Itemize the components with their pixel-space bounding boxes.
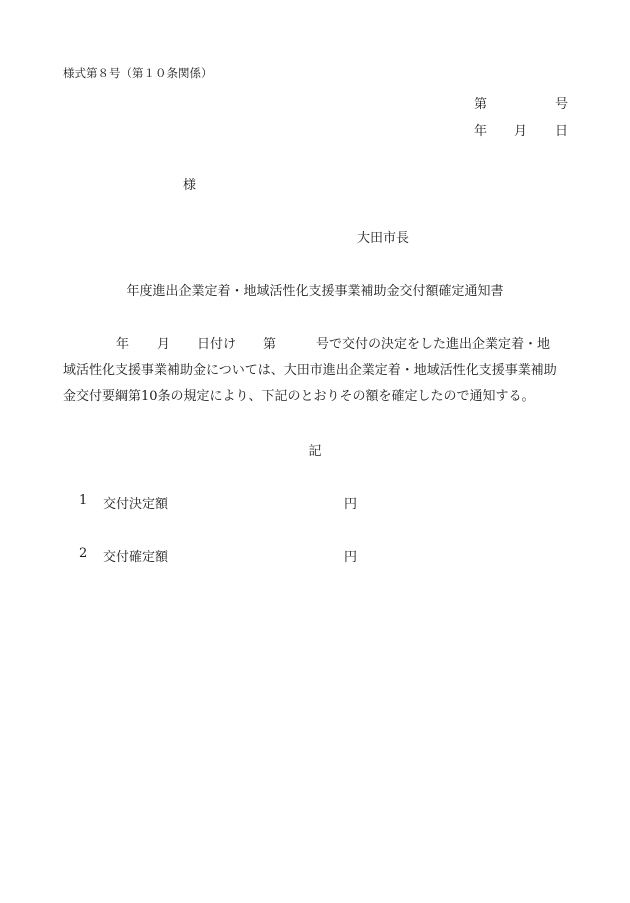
date-day: 日 — [555, 124, 569, 139]
document-title: 年度進出企業定着・地域活性化支援事業補助金交付額確定通知書 — [126, 284, 504, 299]
body-line-3: 金交付要綱第10条の規定により、下記のとおりその額を確定したので通知する。 — [63, 389, 535, 404]
body-month: 月 — [157, 337, 171, 352]
sender-name: 大田市長 — [357, 231, 410, 246]
item-number: 2 — [79, 546, 88, 561]
date-month: 月 — [514, 124, 528, 139]
item-label: 交付決定額 — [103, 497, 169, 512]
item-unit: 円 — [344, 550, 358, 565]
body-line-2: 域活性化支援事業補助金については、大田市進出企業定着・地域活性化支援事業補助 — [63, 363, 557, 378]
item-label: 交付確定額 — [103, 550, 169, 565]
body-year: 年 — [116, 337, 130, 352]
body-line-1-rest: 号で交付の決定をした進出企業定着・地 — [316, 337, 551, 352]
item-unit: 円 — [344, 497, 358, 512]
body-dated: 日付け — [197, 337, 237, 352]
document-number-prefix: 第 — [474, 97, 488, 112]
ki-heading: 記 — [308, 444, 322, 459]
form-label: 様式第８号（第１０条関係） — [63, 66, 213, 80]
body-number-prefix: 第 — [263, 337, 277, 352]
recipient-honorific: 様 — [183, 178, 197, 193]
document-number-suffix: 号 — [555, 97, 569, 112]
date-year: 年 — [474, 124, 488, 139]
item-number: 1 — [79, 493, 88, 508]
